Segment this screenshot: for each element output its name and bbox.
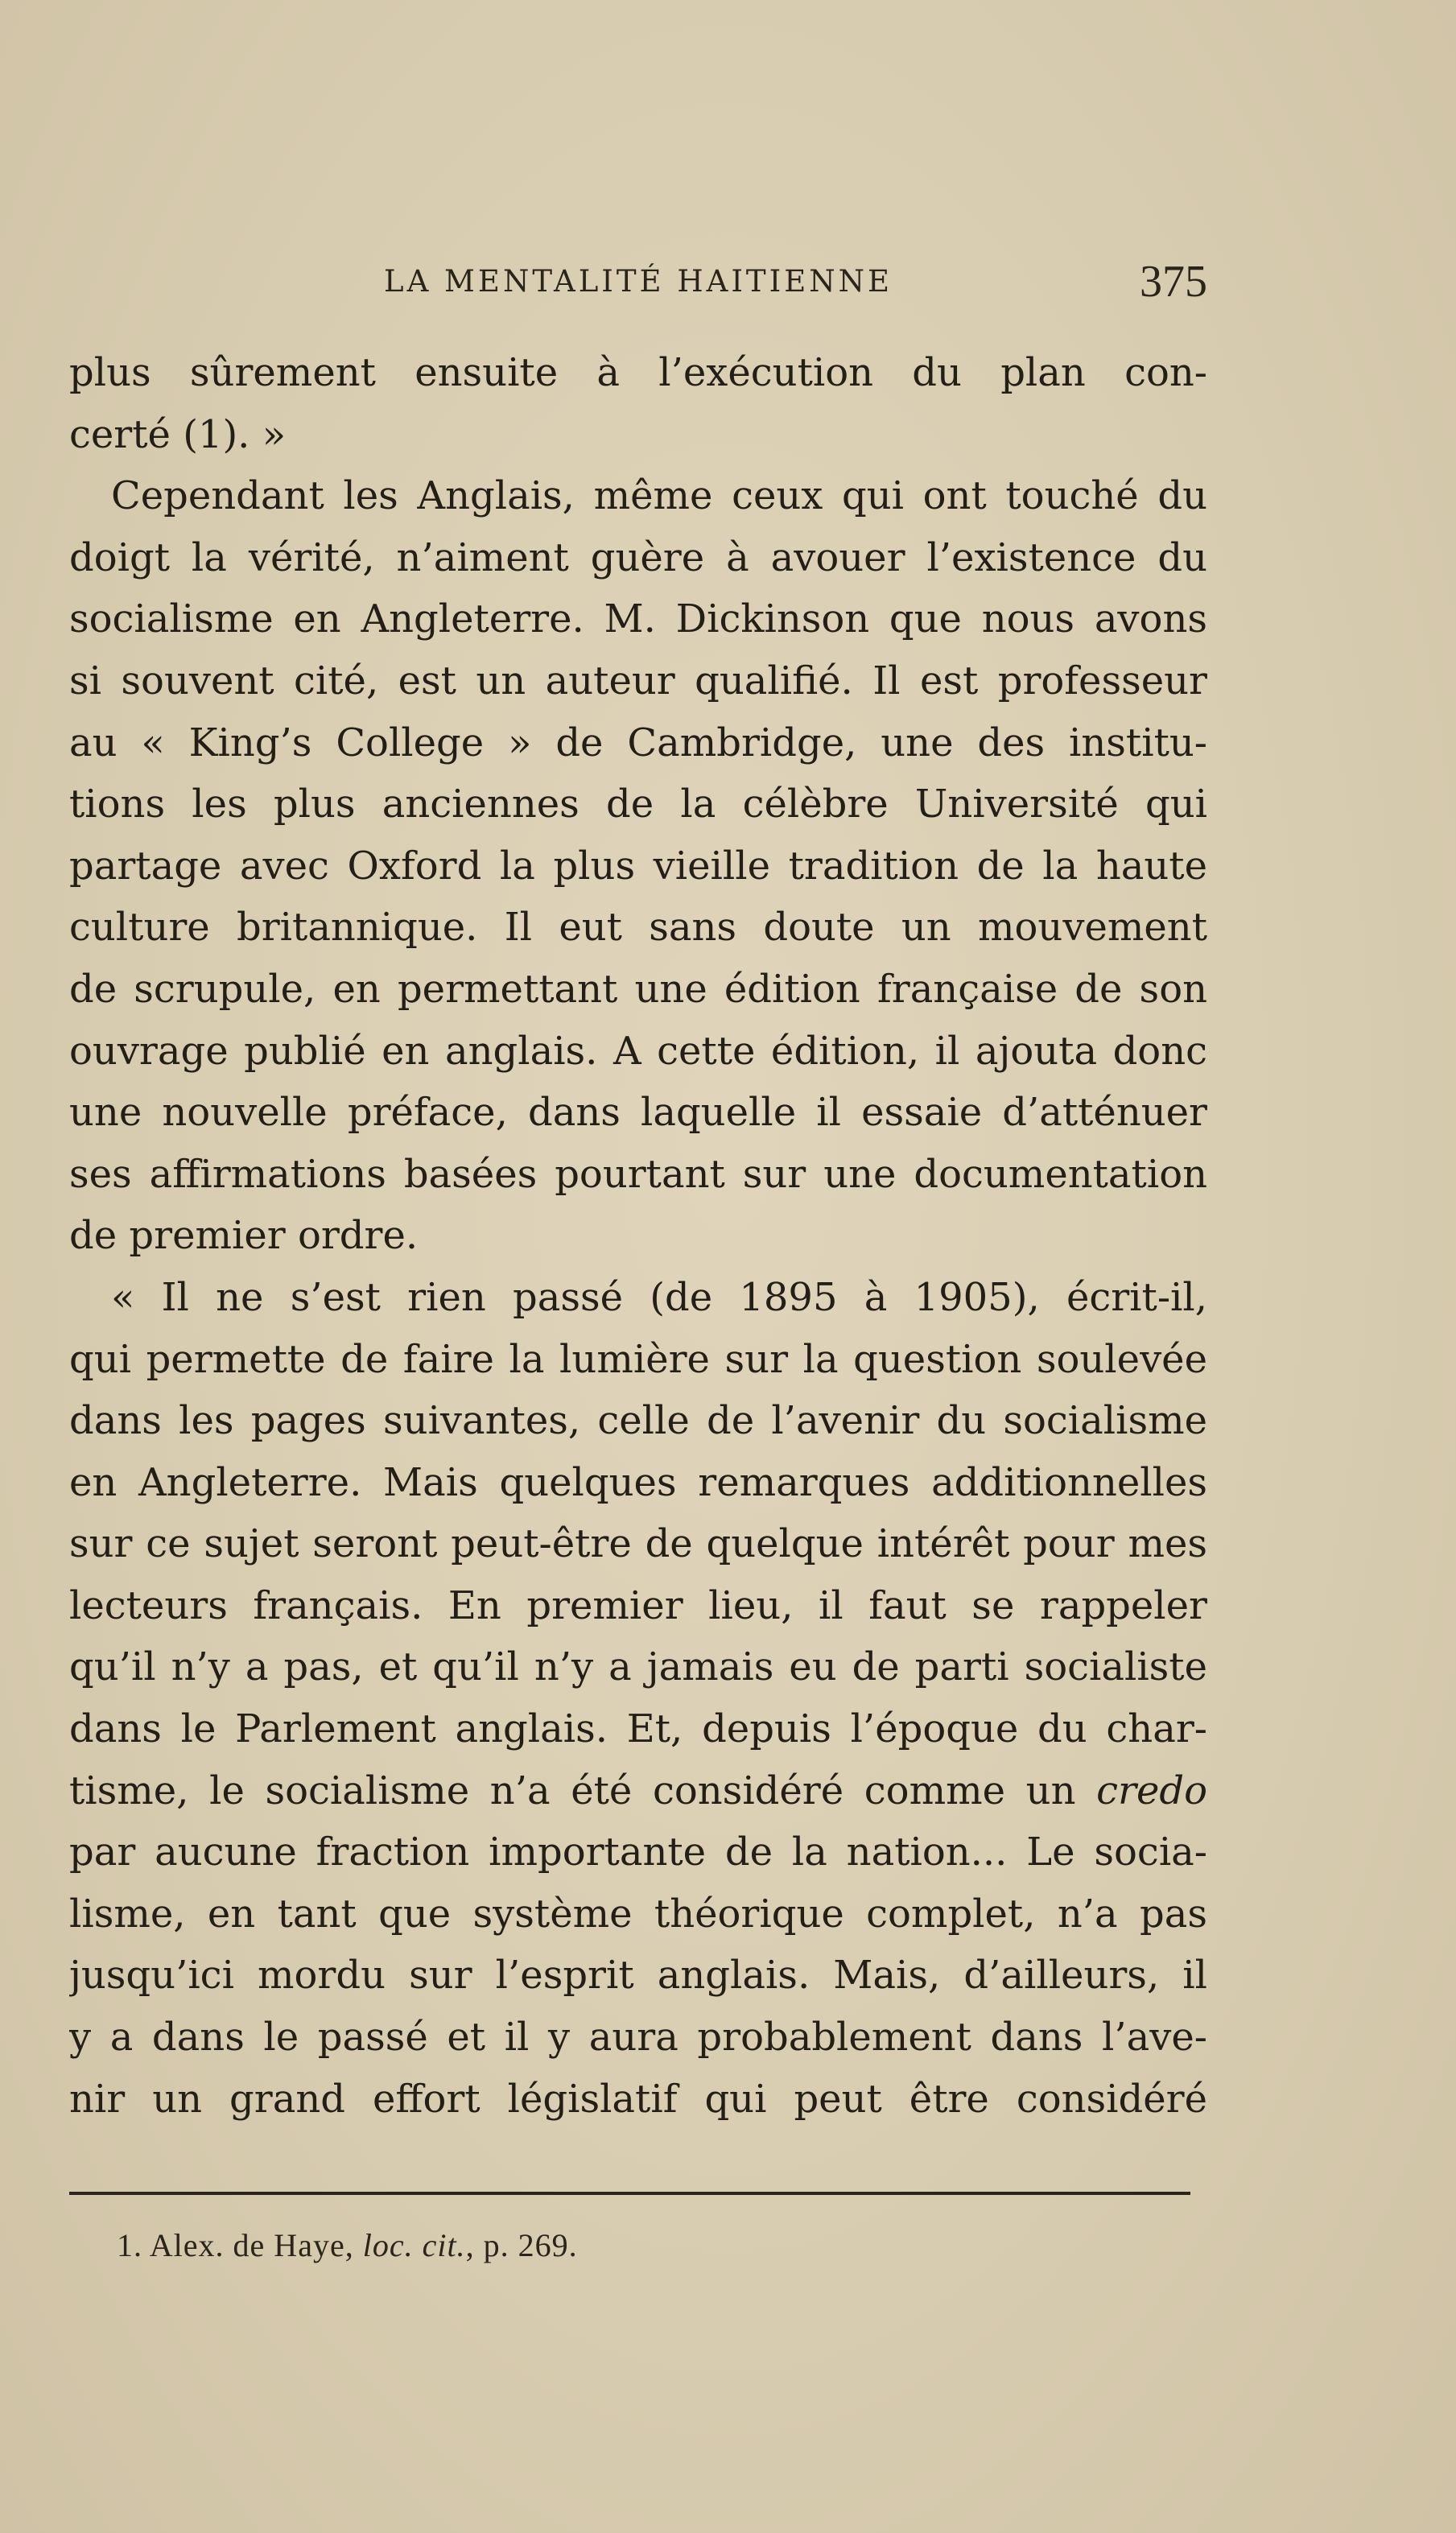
- credo-italic: credo: [1096, 1768, 1207, 1813]
- text-line: plus sûrement ensuite à l’exécution du plan con-: [69, 350, 1207, 395]
- text-line: socialisme en Angleterre. M. Dickinson que nous avons: [69, 596, 1207, 642]
- text-line: qu’il n’y a pas, et qu’il n’y a jamais eu de parti socialiste: [69, 1644, 1207, 1690]
- text-line: culture britannique. Il eut sans doute un mouvement: [69, 905, 1207, 951]
- footnote: [117, 2226, 578, 2264]
- footnote-page: , p. 269.: [465, 2227, 578, 2263]
- footnote-number: 1.: [117, 2227, 142, 2263]
- text-line: dans le Parlement anglais. Et, depuis l’époque du char-: [69, 1706, 1207, 1752]
- text-line: nir un grand effort législatif qui peut être considéré: [69, 2076, 1207, 2122]
- text-line: tions les plus anciennes de la célèbre Université qui: [69, 782, 1207, 827]
- text-line: au « King’s College » de Cambridge, une des institu-: [69, 720, 1207, 765]
- footnote-author: Alex. de Haye,: [149, 2227, 354, 2263]
- text-line: ouvrage publié en anglais. A cette édition, il ajouta donc: [69, 1028, 1207, 1074]
- text-line: certé (1). »: [69, 411, 287, 457]
- text-line: en Angleterre. Mais quelques remarques additionnelles: [69, 1459, 1207, 1505]
- text-line: de premier ordre.: [69, 1213, 419, 1259]
- text-line: ses affirmations basées pourtant sur une documentation: [69, 1151, 1207, 1197]
- text-line: de scrupule, en permettant une édition française de son: [69, 966, 1207, 1012]
- text-line: qui permette de faire la lumière sur la question soulevée: [69, 1336, 1207, 1382]
- text-line: lecteurs français. En premier lieu, il faut se rappeler: [69, 1582, 1207, 1628]
- footnote-rule: [69, 2192, 1190, 2195]
- text-line: une nouvelle préface, dans laquelle il essaie d’atténuer: [69, 1090, 1207, 1136]
- page-number: 375: [1140, 257, 1207, 307]
- body-text: [69, 342, 1207, 2130]
- footnote-reference: loc. cit.: [362, 2227, 466, 2263]
- text-line: dans les pages suivantes, celle de l’avenir du socialisme: [69, 1398, 1207, 1444]
- text-line: lisme, en tant que système théorique complet, n’a pas: [69, 1891, 1207, 1937]
- text-line: partage avec Oxford la plus vieille tradition de la haute: [69, 843, 1207, 889]
- text-line: Cependant les Anglais, même ceux qui ont touché du: [111, 473, 1207, 519]
- text-line: y a dans le passé et il y aura probablement dans l’ave-: [69, 2015, 1207, 2061]
- text-line: par aucune fraction importante de la nation... Le socia-: [69, 1830, 1207, 1875]
- text-line: doigt la vérité, n’aiment guère à avouer l’existence du: [69, 534, 1207, 580]
- text-line: « Il ne s’est rien passé (de 1895 à 1905), écrit-il,: [111, 1274, 1207, 1320]
- text-line: sur ce sujet seront peut-être de quelque intérêt pour mes: [69, 1521, 1207, 1567]
- text-line: tisme, le socialisme n’a été considéré comme un credo: [69, 1768, 1207, 1813]
- text-line: si souvent cité, est un auteur qualifié. Il est professeur: [69, 658, 1207, 703]
- text-line: jusqu’ici mordu sur l’esprit anglais. Mais, d’ailleurs, il: [69, 1953, 1207, 1999]
- page-header: [69, 256, 1207, 312]
- running-title: LA MENTALITÉ HAITIENNE: [384, 264, 893, 299]
